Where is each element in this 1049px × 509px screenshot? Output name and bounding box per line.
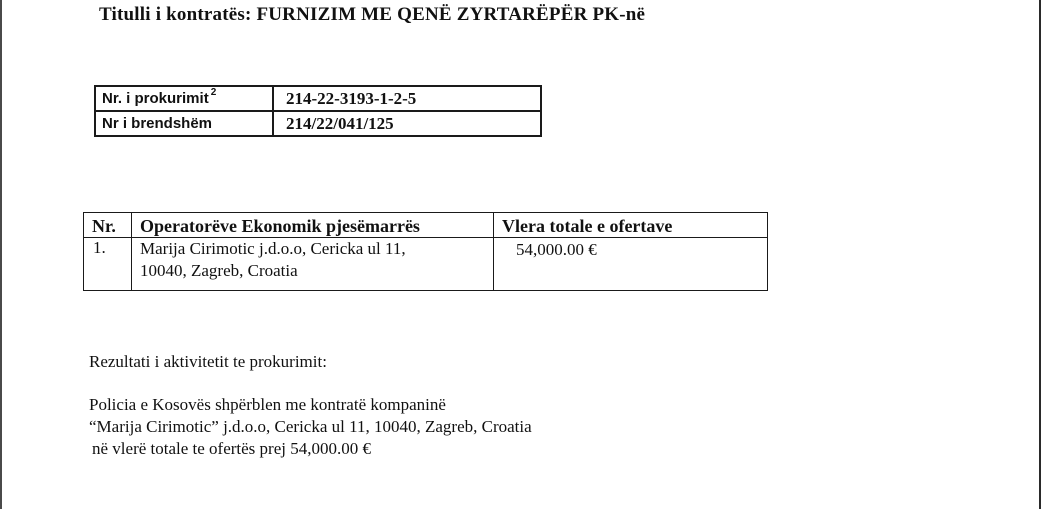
result-heading: Rezultati i aktivitetit te prokurimit: <box>89 352 327 371</box>
table-header-row <box>84 213 768 238</box>
offer-value-cell: 54,000.00 € <box>494 238 768 291</box>
internal-number-value: 214/22/041/125 <box>273 111 541 136</box>
result-paragraph <box>89 394 532 460</box>
page-right-border <box>1039 0 1041 509</box>
procurement-number-label: Nr. i prokurimit $^2$ <box>95 86 273 111</box>
column-header-operator: Operatorëve Ekonomik pjesëmarrës <box>132 213 494 238</box>
result-line: “Marija Cirimotic” j.d.o.o, Cericka ul 11, 10040, Zagreb, Croatia <box>89 417 532 436</box>
table-row <box>95 111 541 136</box>
result-line: në vlerë totale te ofertës prej 54,000.00 € <box>92 439 371 458</box>
table-row <box>95 86 541 111</box>
footnote-marker: 2 <box>210 87 217 98</box>
economic-operators-table <box>83 212 768 291</box>
row-number-cell: 1. <box>84 238 132 291</box>
column-header-total-value: Vlera totale e ofertave <box>494 213 768 238</box>
operator-address-line: 10040, Zagreb, Croatia <box>140 261 298 280</box>
procurement-info-table <box>94 85 542 137</box>
operator-name-line: Marija Cirimotic j.d.o.o, Cericka ul 11, <box>140 239 406 258</box>
contract-title: Titulli i kontratës: FURNIZIM ME QENË ZYRTARËPËR PK-në <box>99 4 646 25</box>
result-line: Policia e Kosovës shpërblen me kontratë kompaninë <box>89 395 446 414</box>
internal-number-label: Nr i brendshëm <box>95 111 273 136</box>
page-left-border <box>0 0 2 509</box>
column-header-nr: Nr. <box>84 213 132 238</box>
table-row <box>84 238 768 291</box>
operator-cell <box>132 238 494 291</box>
procurement-number-value: 214-22-3193-1-2-5 <box>273 86 541 111</box>
